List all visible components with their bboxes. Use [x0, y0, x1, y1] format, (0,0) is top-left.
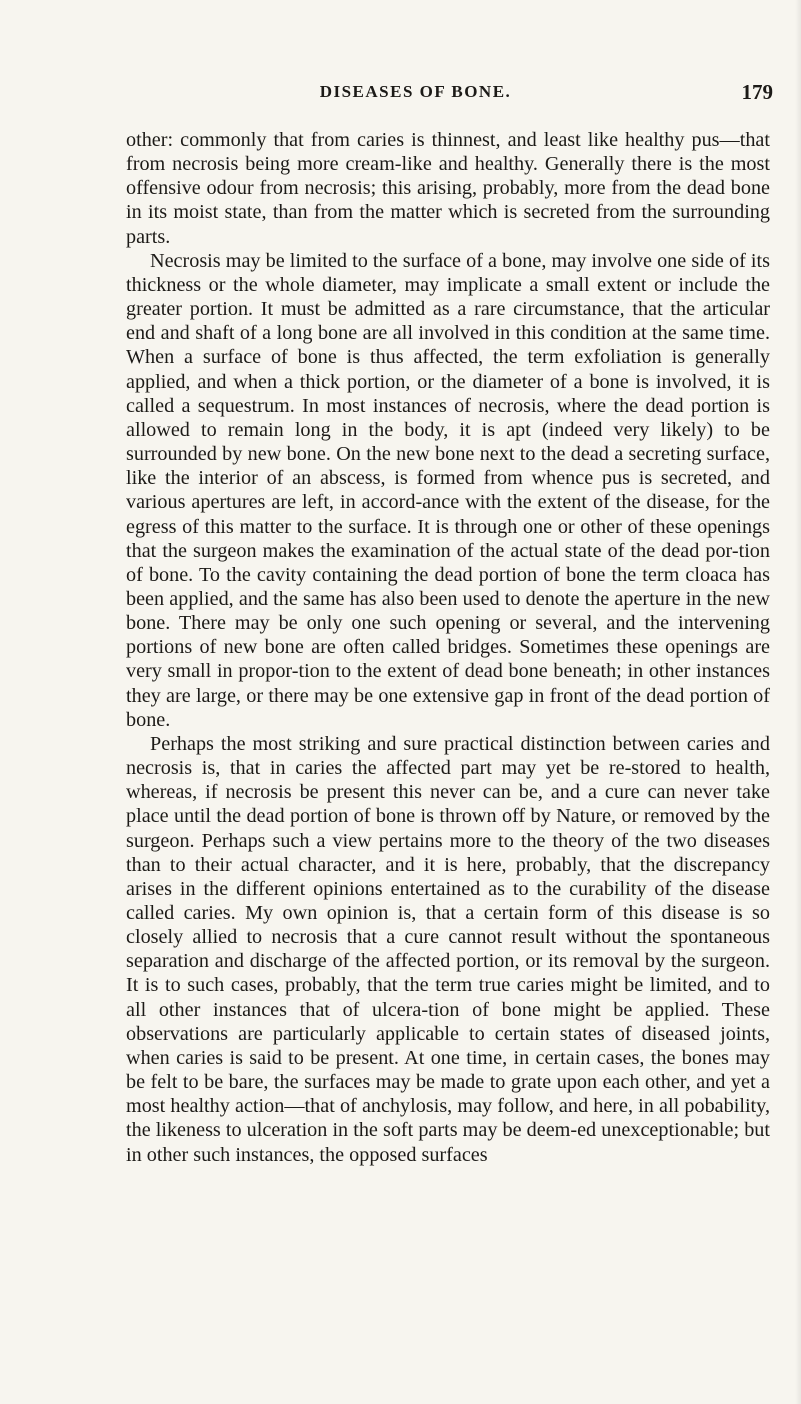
- body-text: [126, 128, 770, 1167]
- running-head: [0, 82, 801, 112]
- page-number: 179: [741, 80, 773, 104]
- running-title: DISEASES OF BONE.: [319, 82, 512, 101]
- paragraph-1: other: commonly that from caries is thinnest, and least like healthy pus—that from necrosis being more cream-like and healthy. Generally there is the most offensive odour from necrosis; this arising, probably, more from the dead bone in its moist state, than from the matter which is secreted from the surrounding parts.: [126, 129, 770, 248]
- scan-edge-shadow: [795, 0, 801, 1404]
- paragraph-2: Necrosis may be limited to the surface of a bone, may involve one side of its thickness or the whole diameter, may implicate a small extent or include the greater portion. It must be admitted as a rare circumstance, that the articular end and shaft of a long bone are all involved in this condition at the same time. When a surface of bone is thus affected, the term exfoliation is generally applied, and when a thick portion, or the diameter of a bone is involved, it is called a sequestrum. In most instances of necrosis, where the dead portion is allowed to remain long in the body, it is apt (indeed very likely) to be surrounded by new bone. On the new bone next to the dead a secreting surface, like the interior of an abscess, is formed from whence pus is secreted, and various apertures are left, in accord-ance with the extent of the disease, for the egress of this matter to the surface. It is through one or other of these openings that the surgeon makes the examination of the actual state of the dead por-tion of bone. To the cavity containing the dead portion of bone the term cloaca has been applied, and the same has also been used to denote the aperture in the new bone. There may be only one such opening or several, and the intervening portions of new bone are often called bridges. Sometimes these openings are very small in propor-tion to the extent of dead bone beneath; in other instances they are large, or there may be one extensive gap in front of the dead portion of bone.: [126, 249, 770, 731]
- paragraph-3: Perhaps the most striking and sure practical distinction between caries and necrosis is, that in caries the affected part may yet be re-stored to health, whereas, if necrosis be present this never can be, and a cure can never take place until the dead portion of bone is thrown off by Nature, or removed by the surgeon. Perhaps such a view pertains more to the theory of the two diseases than to their actual character, and it is here, probably, that the discrepancy arises in the different opinions entertained as to the curability of the disease called caries. My own opinion is, that a certain form of this disease is so closely allied to necrosis that a cure cannot result without the spontaneous separation and discharge of the affected portion, or its removal by the surgeon. It is to such cases, probably, that the term true caries might be limited, and to all other instances that of ulcera-tion of bone might be applied. These observations are particularly applicable to certain states of diseased joints, when caries is said to be present. At one time, in certain cases, the bones may be felt to be bare, the surfaces may be made to grate upon each other, and yet a most healthy action—that of anchylosis, may follow, and here, in all pobability, the likeness to ulceration in the soft parts may be deem-ed unexceptionable; but in other such instances, the opposed surfaces: [126, 732, 770, 1166]
